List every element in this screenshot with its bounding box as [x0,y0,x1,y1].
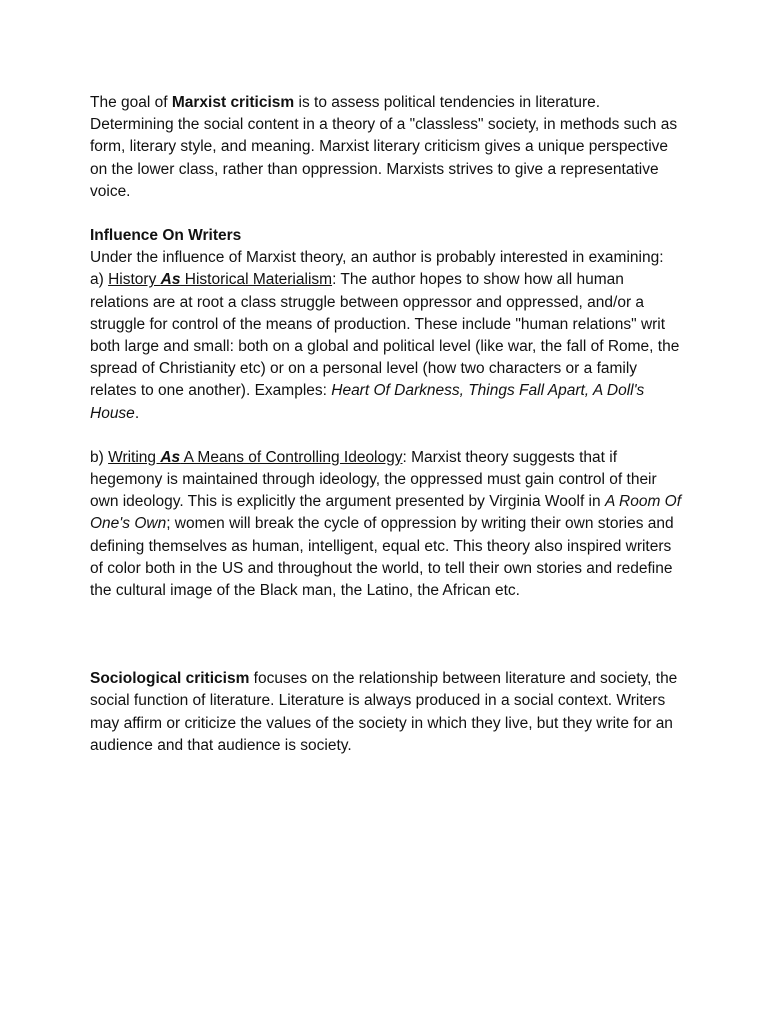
item-a-title-part-2: Historical Materialism [180,271,333,289]
item-b-body-1: : Marxist theory suggests that if hegemony is maintained through ideology, the oppressed must gain control of their own ideology. This is explicitly the argument presented by Virginia Woolf in [90,448,657,511]
sociological-text: focuses on the relationship between literature and society, the social function of literature. Literature is always produced in a social context. Writers may affirm or criticize the values of the society in which they live, but they write for an audience and that audience is society. [90,670,678,754]
document-page [90,92,686,757]
sociological-criticism-term: Sociological criticism [90,670,250,688]
sociological-paragraph [90,668,686,757]
item-a-body: : The author hopes to show how all human relations are at root a class struggle between oppressor and oppressed, and/or a struggle for control of the means of production. These include "human relations" writ both large and small: both on a global and political level (like war, the fall of Rome, the spread of Christianity etc) or on a personal level (how two characters or a family relates to one another). Examples: [90,271,680,400]
influence-heading-text: Influence On Writers [90,227,242,245]
item-b-title [108,449,402,466]
intro-lead: The goal of [90,94,172,111]
item-a-title-as: As [160,271,181,289]
item-a-end: . [134,404,140,422]
influence-lead: Under the influence of Marxist theory, an author is probably interested in examining: [90,249,664,267]
item-b-paragraph [90,447,686,602]
marxist-criticism-term: Marxist criticism [171,94,295,111]
item-a-paragraph [90,269,686,424]
intro-paragraph [90,92,686,203]
item-a-title [108,271,332,288]
item-b-title-part-2: A Means of Controlling Ideology [180,448,403,466]
item-b-title-as: As [160,448,181,466]
item-b-title-part-1: Writing [108,448,161,466]
item-b-prefix: b) [90,448,109,466]
item-a-title-part-1: History [108,271,161,289]
item-b-book-title: A Room Of One's Own [90,493,682,533]
item-b-body-2: ; women will break the cycle of oppression by writing their own stories and defining themselves as human, intelligent, equal etc. This theory also inspired writers of color both in the US and throughout the world, to tell their own stories and redefine the cultural image of the Black man, the Latino, the African etc. [90,515,674,600]
intro-text: is to assess political tendencies in literature. Determining the social content in a theory of a "classless" society, in methods such as form, literary style, and meaning. Marxist literary criticism gives a unique perspective on the lower class, rather than oppression. Marxists strives to give a representative voice. [90,94,678,200]
item-a-examples: Heart Of Darkness, Things Fall Apart, A Doll's House [90,382,645,422]
influence-heading [90,225,686,247]
item-a-prefix: a) [90,271,109,289]
